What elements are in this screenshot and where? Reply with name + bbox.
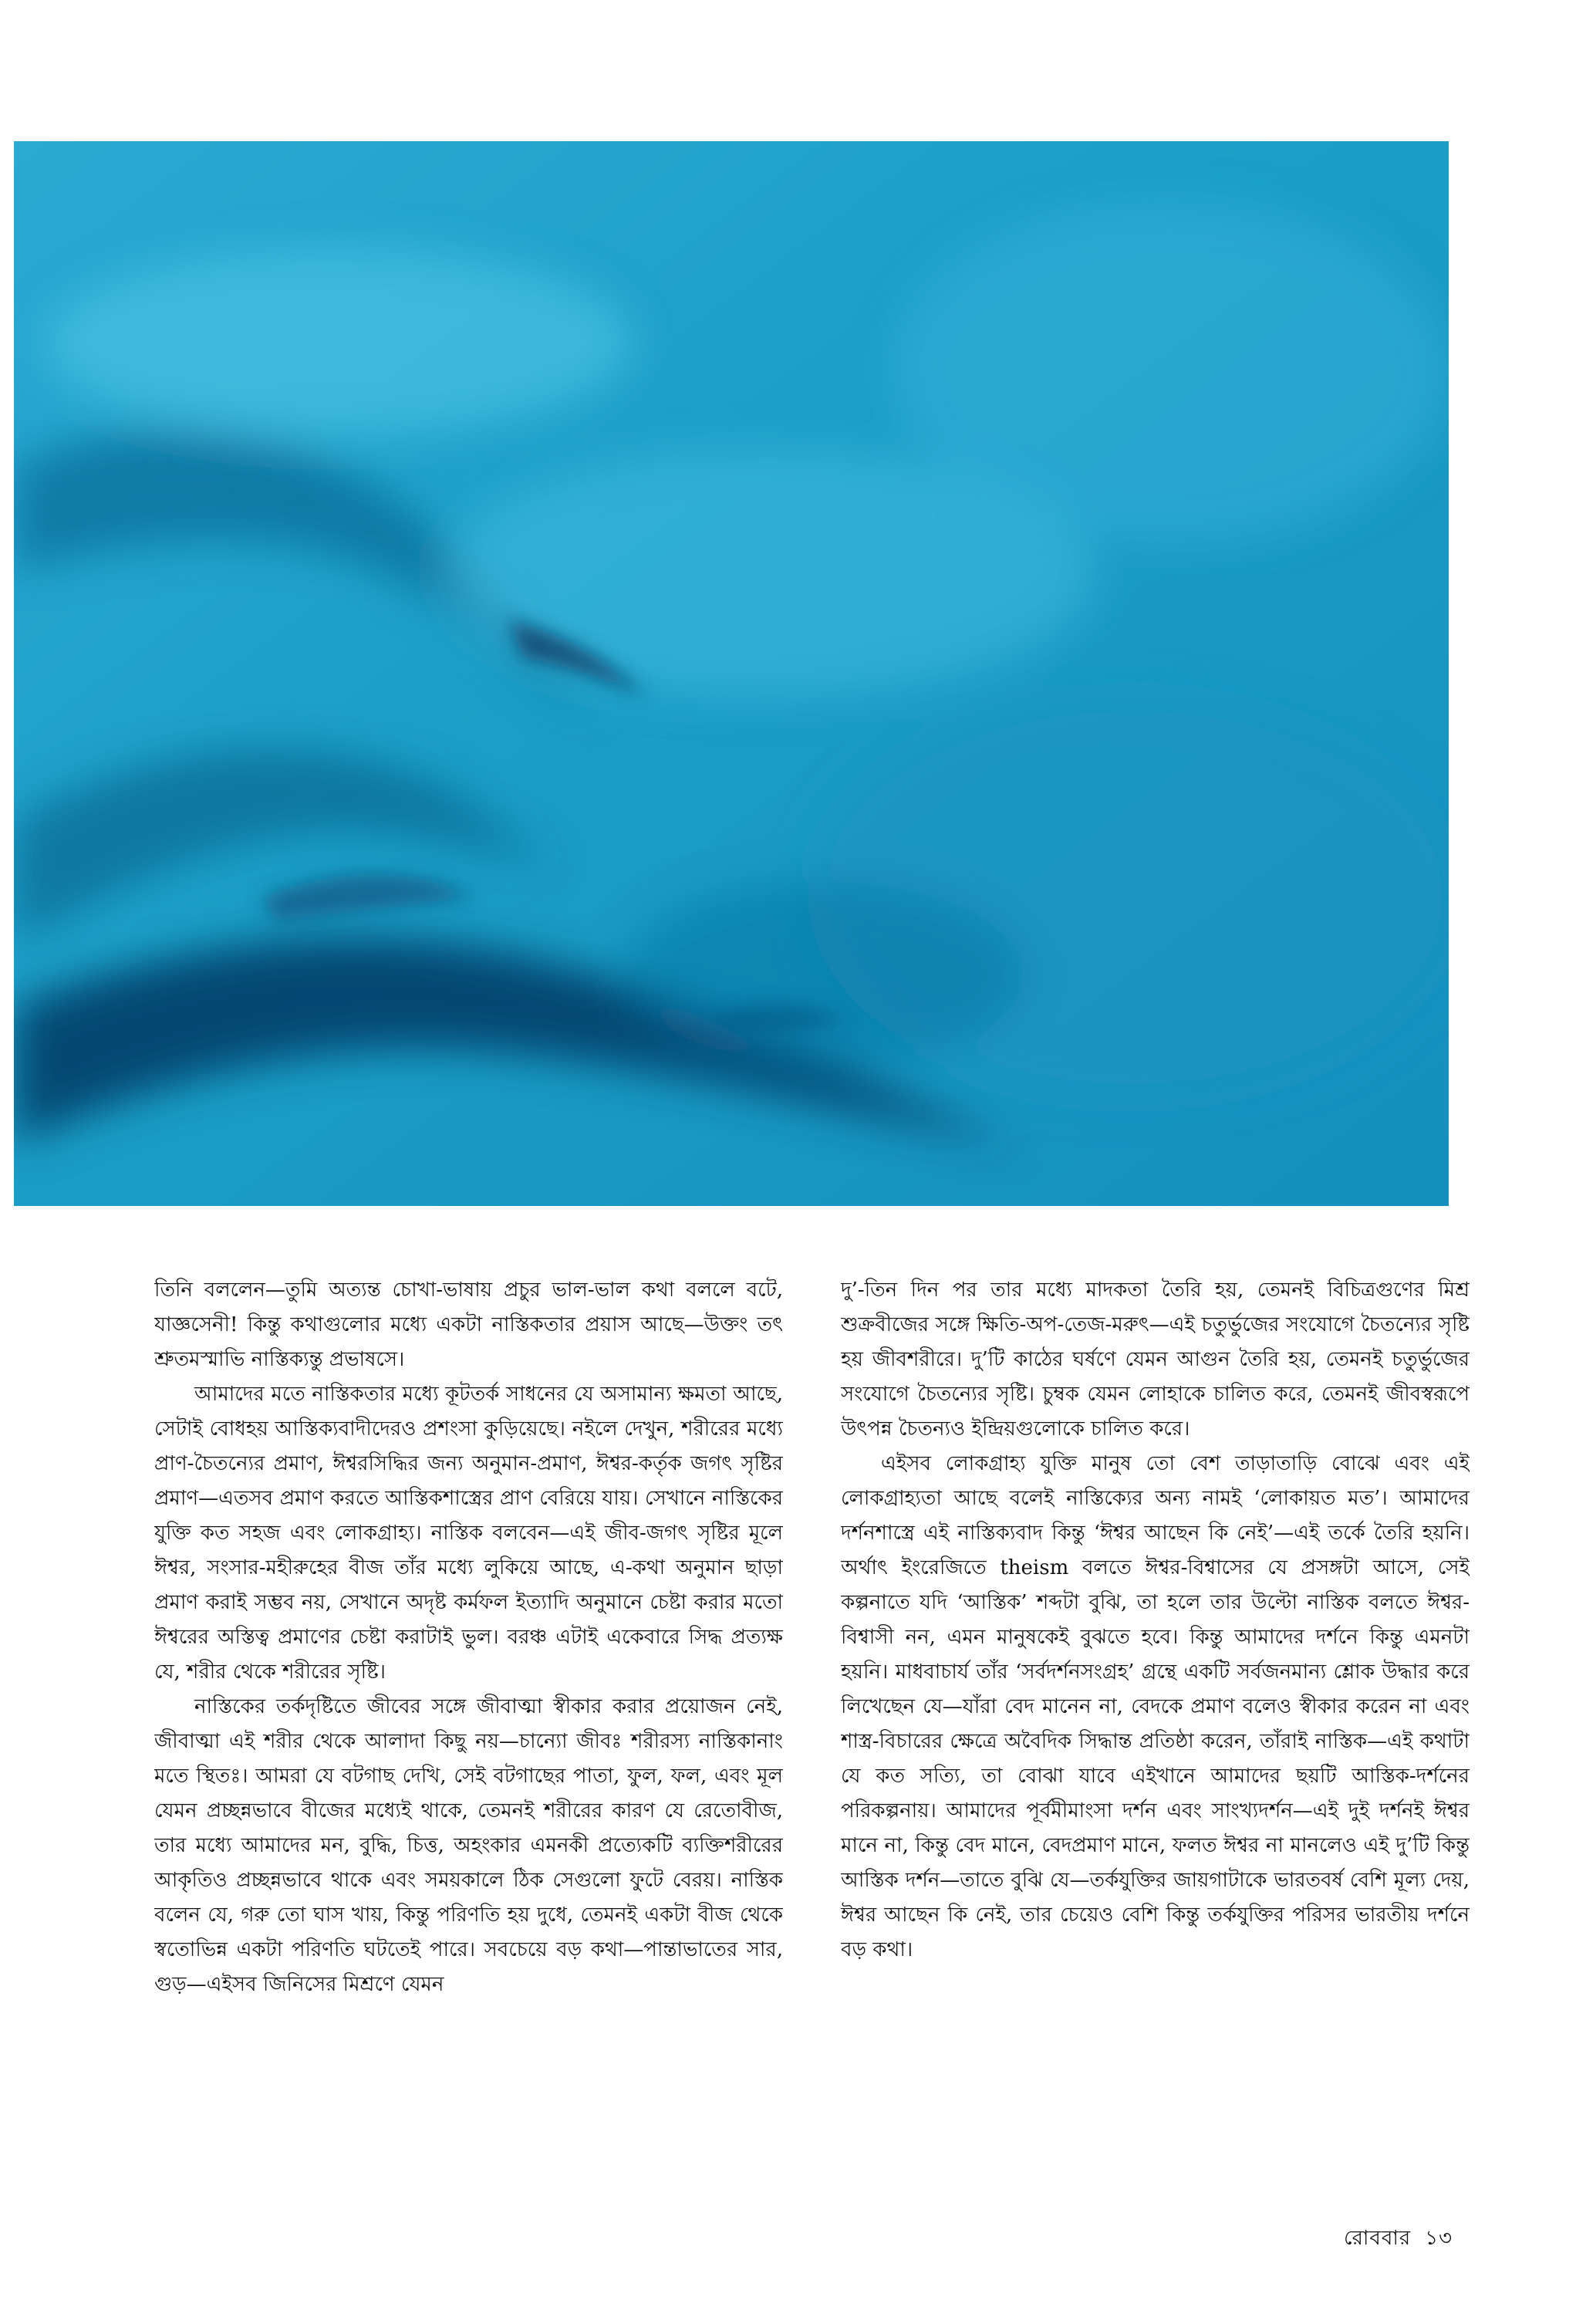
folio-section: রোববার <box>1344 2227 1412 2250</box>
paragraph: এইসব লোকগ্রাহ্য যুক্তি মানুষ তো বেশ তাড়াতাড়ি বোঝে এবং এই লোকগ্রাহ্যতা আছে বলেই নাস্তিক্যের অন্য নামই ‘লোকায়ত মত’। আমাদের দর্শনশাস্ত্রে এই নাস্তিক্যবাদ কিন্তু ‘ঈশ্বর আছেন কি নেই’—এই তর্কে তৈরি হয়নি। অর্থাৎ ইংরেজিতে theism বলতে ঈশ্বর-বিশ্বাসের যে প্রসঙ্গটা আসে, সেই কল্পনাতে যদি ‘আস্তিক’ শব্দটা বুঝি, তা হলে তার উল্টো নাস্তিক বলতে ঈশ্বর-বিশ্বাসী নন, এমন মানুষকেই বুঝতে হবে। কিন্তু আমাদের দর্শনে কিন্তু এমনটা হয়নি। মাধবাচার্য তাঁর ‘সর্বদর্শনসংগ্রহ’ গ্রন্থে একটি সর্বজনমান্য শ্লোক উদ্ধার করে লিখেছেন যে—যাঁরা বেদ মানেন না, বেদকে প্রমাণ বলেও স্বীকার করেন না এবং শাস্ত্র-বিচারের ক্ষেত্রে অবৈদিক সিদ্ধান্ত প্রতিষ্ঠা করেন, তাঁরাই নাস্তিক—এই কথাটা যে কত সত্যি, তা বোঝা যাবে এইখানে আমাদের ছয়টি আস্তিক-দর্শনের পরিকল্পনায়। আমাদের পূর্বমীমাংসা দর্শন এবং সাংখ্যদর্শন—এই দুই দর্শনই ঈশ্বর মানে না, কিন্তু বেদ মানে, বেদপ্রমাণ মানে, ফলত ঈশ্বর না মানলেও এই দু’টি কিন্তু আস্তিক দর্শন—তাতে বুঝি যে—তর্কযুক্তির জায়গাটাকে ভারতবর্ষ বেশি মূল্য দেয়, ঈশ্বর আছেন কি নেই, তার চেয়েও বেশি কিন্তু তর্কযুক্তির পরিসর ভারতীয় দর্শনে বড় কথা। <box>841 1452 1470 1961</box>
water-ripple-graphic <box>14 141 1449 1206</box>
folio-page-number: ১৩ <box>1425 2227 1453 2250</box>
paragraph: দু’-তিন দিন পর তার মধ্যে মাদকতা তৈরি হয়, তেমনই বিচিত্রগুণের মিশ্র শুক্রবীজের সঙ্গে ক্ষিতি-অপ-তেজ-মরুৎ—এই চতুর্ভুজের সংযোগে চৈতন্যের সৃষ্টি হয় জীবশরীরে। দু’টি কাঠের ঘর্ষণে যেমন আগুন তৈরি হয়, তেমনই চতুর্ভুজের সংযোগে চৈতন্যের সৃষ্টি। চুম্বক যেমন লোহাকে চালিত করে, তেমনই জীবস্বরূপে উৎপন্ন চৈতন্যও ইন্দ্রিয়গুলোকে চালিত করে। <box>841 1279 1470 1441</box>
article-body <box>154 1273 1470 2199</box>
article-column-left <box>154 1273 783 2199</box>
paragraph: নাস্তিকের তর্কদৃষ্টিতে জীবের সঙ্গে জীবাত্মা স্বীকার করার প্রয়োজন নেই, জীবাত্মা এই শরীর থেকে আলাদা কিছু নয়—চান্যো জীবঃ শরীরস্য নাস্তিকানাং মতে স্থিতঃ। আমরা যে বটগাছ দেখি, সেই বটগাছের পাতা, ফুল, ফল, এবং মূল যেমন প্রচ্ছন্নভাবে বীজের মধ্যেই থাকে, তেমনই শরীরের কারণ যে রেতোবীজ, তার মধ্যে আমাদের মন, বুদ্ধি, চিত্ত, অহংকার এমনকী প্রত্যেকটি ব্যক্তিশরীরের আকৃতিও প্রচ্ছন্নভাবে থাকে এবং সময়কালে ঠিক সেগুলো ফুটে বেরয়। নাস্তিক বলেন যে, গরু তো ঘাস খায়, কিন্তু পরিণতি হয় দুধে, তেমনই একটা বীজ থেকে স্বতোভিন্ন একটা পরিণতি ঘটতেই পারে। সবচেয়ে বড় কথা—পান্তাভাতের সার, গুড়—এইসব জিনিসের মিশ্রণে যেমন <box>154 1695 783 1996</box>
article-column-right <box>841 1273 1470 2199</box>
paragraph: আমাদের মতে নাস্তিকতার মধ্যে কূটতর্ক সাধনের যে অসামান্য ক্ষমতা আছে, সেটাই বোধহয় আস্তিক্যবাদীদেরও প্রশংসা কুড়িয়েছে। নইলে দেখুন, শরীরের মধ্যে প্রাণ-চৈতন্যের প্রমাণ, ঈশ্বরসিদ্ধির জন্য অনুমান-প্রমাণ, ঈশ্বর-কর্তৃক জগৎ সৃষ্টির প্রমাণ—এতসব প্রমাণ করতে আস্তিকশাস্ত্রের প্রাণ বেরিয়ে যায়। সেখানে নাস্তিকের যুক্তি কত সহজ এবং লোকগ্রাহ্য। নাস্তিক বলবেন—এই জীব-জগৎ সৃষ্টির মূলে ঈশ্বর, সংসার-মহীরুহের বীজ তাঁর মধ্যে লুকিয়ে আছে, এ-কথা অনুমান ছাড়া প্রমাণ করাই সম্ভব নয়, সেখানে অদৃষ্ট কর্মফল ইত্যাদি অনুমানে চেষ্টা করার মতো ঈশ্বরের অস্তিত্ব প্রমাণের চেষ্টা করাটাই ভুল। বরঞ্চ এটাই একেবারে সিদ্ধ প্রত্যক্ষ যে, শরীর থেকে শরীরের সৃষ্টি। <box>154 1383 783 1684</box>
page-folio <box>1344 2222 1453 2256</box>
paragraph: তিনি বললেন—তুমি অত্যন্ত চোখা-ভাষায় প্রচুর ভাল-ভাল কথা বললে বটে, যাজ্ঞসেনী! কিন্তু কথাগুলোর মধ্যে একটা নাস্তিকতার প্রয়াস আছে—উক্তং তৎ শ্রুতমস্মাভি নাস্তিক্যন্তু প্রভাষসে। <box>154 1279 783 1371</box>
water-ripple-image <box>14 141 1449 1206</box>
